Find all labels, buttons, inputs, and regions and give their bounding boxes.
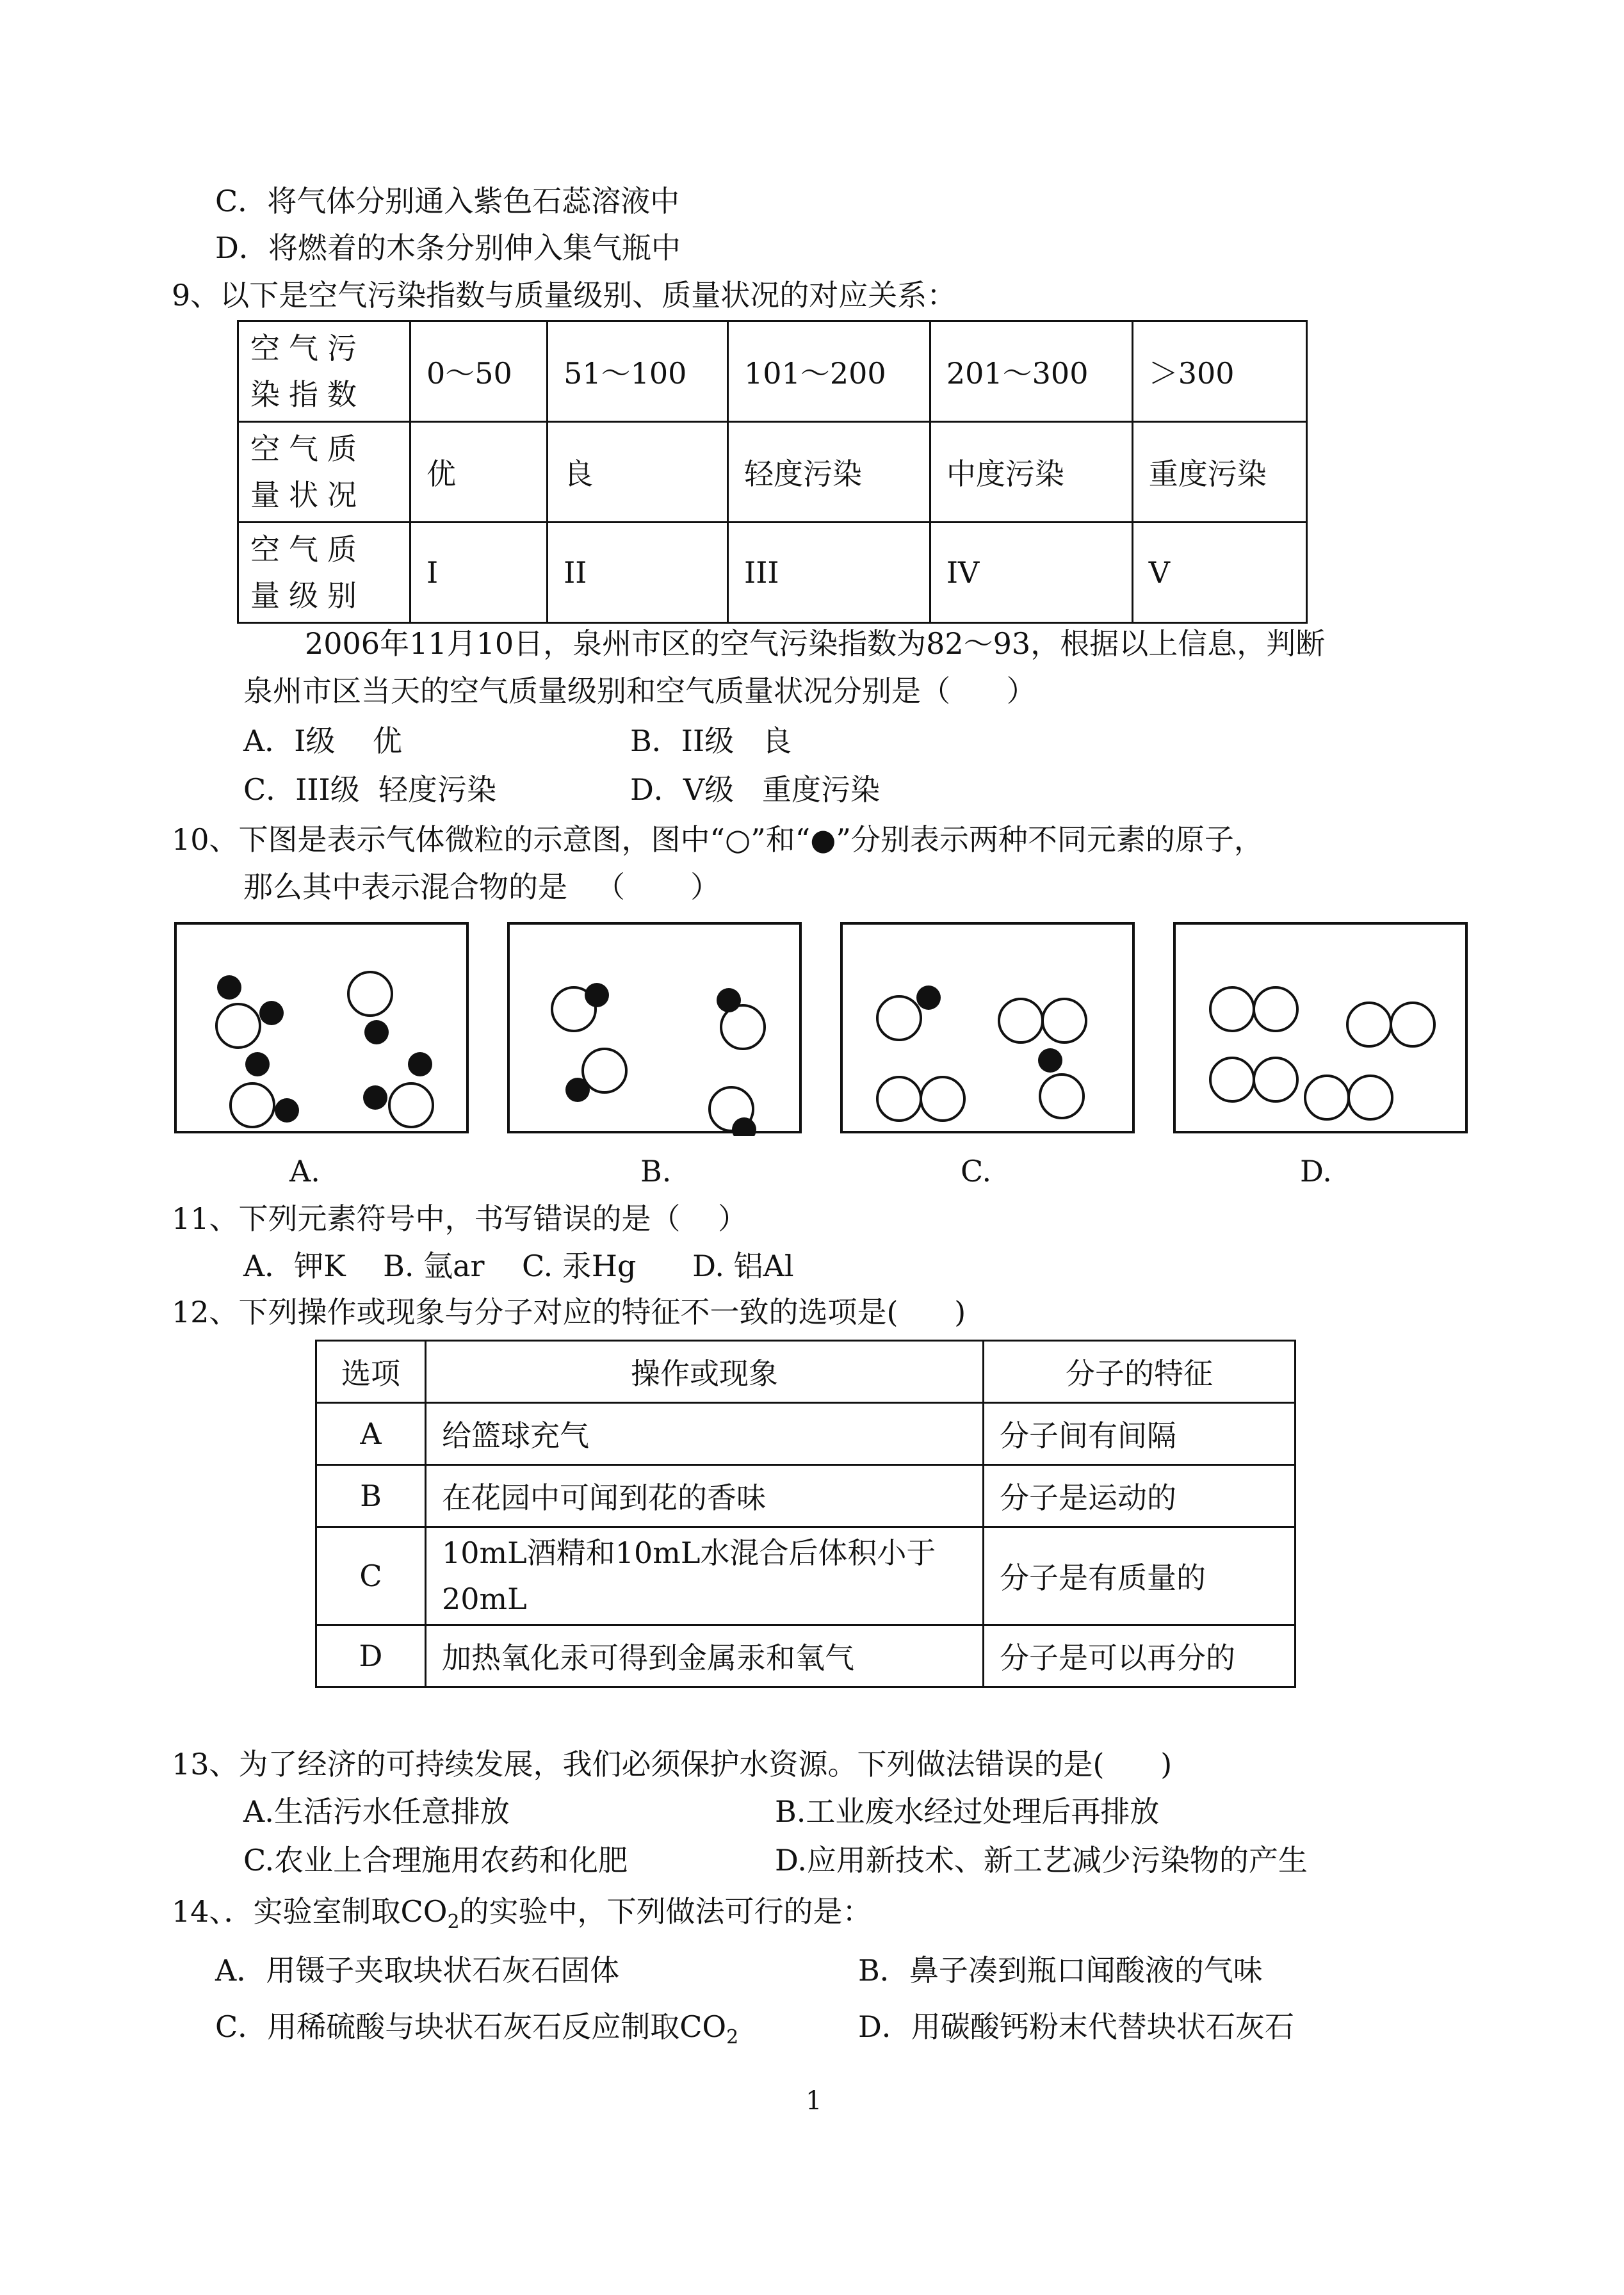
table-cell: IV [930, 523, 1132, 623]
diagram-label-d: D. [1300, 1154, 1332, 1188]
table-cell: C [316, 1527, 426, 1625]
q14-option-c [215, 2008, 738, 2056]
q8-option-c: C．将气体分别通入紫色石蕊溶液中 [215, 184, 680, 218]
q14-option-d: D．用碳酸钙粉末代替块状石灰石 [858, 2009, 1294, 2044]
table-header-feature: 分子的特征 [984, 1341, 1295, 1403]
diagram-label-b: B. [640, 1154, 672, 1188]
table-cell: 轻度污染 [728, 422, 930, 523]
table-cell: 0～50 [410, 321, 548, 422]
table-cell: I [410, 523, 548, 623]
table-cell: 分子是运动的 [984, 1465, 1295, 1527]
q9-stem: 9、以下是空气污染指数与质量级别、质量状况的对应关系： [172, 278, 957, 312]
q8-option-d: D．将燃着的木条分别伸入集气瓶中 [215, 231, 681, 265]
table-cell: 201～300 [930, 321, 1132, 422]
particle-diagram-b [507, 922, 802, 1133]
table-row-header: 空气质量状况 [238, 422, 410, 523]
table-cell: B [316, 1465, 426, 1527]
table-row [238, 523, 1307, 623]
table-cell: 良 [548, 422, 728, 523]
table-header-operation: 操作或现象 [426, 1341, 984, 1403]
q14-stem-text: 14、．实验室制取CO [172, 1894, 448, 1929]
q9-option-b: B．II级 良 [630, 724, 792, 758]
table-row [238, 321, 1307, 422]
table-header-row [316, 1341, 1295, 1403]
table-row-header: 空气污染指数 [238, 321, 410, 422]
particle-diagram-c-figure [843, 925, 1137, 1136]
q14-option-b: B．鼻子凑到瓶口闻酸液的气味 [858, 1953, 1263, 1988]
q9-text-line1: 2006年11月10日，泉州市区的空气污染指数为82～93，根据以上信息，判断 [305, 626, 1326, 661]
q9-option-d: D．V级 重度污染 [630, 772, 880, 807]
diagram-label-a: A. [289, 1154, 320, 1188]
table-cell: 分子间有间隔 [984, 1403, 1295, 1465]
table-row-header: 空气质量级别 [238, 523, 410, 623]
table-cell: 重度污染 [1132, 422, 1306, 523]
q13-option-d: D.应用新技术、新工艺减少污染物的产生 [775, 1843, 1308, 1877]
table-cell: 加热氧化汞可得到金属汞和氧气 [426, 1625, 984, 1687]
table-row [316, 1527, 1295, 1625]
page-number: 1 [806, 2086, 822, 2116]
particle-diagram-a-figure [177, 925, 471, 1136]
q14-option-a: A．用镊子夹取块状石灰石固体 [215, 1953, 620, 1988]
table-cell: 中度污染 [930, 422, 1132, 523]
q11-options: A．钾K B. 氩ar C. 汞Hg D. 铝Al [243, 1249, 794, 1283]
table-cell: III [728, 523, 930, 623]
q12-table [315, 1340, 1296, 1688]
q13-stem: 13、为了经济的可持续发展，我们必须保护水资源。下列做法错误的是( ) [172, 1747, 1173, 1781]
table-cell: 51～100 [548, 321, 728, 422]
table-cell: A [316, 1403, 426, 1465]
q14-option-c-text: C．用稀硫酸与块状石灰石反应制取CO [215, 2009, 727, 2044]
particle-diagram-b-figure [510, 925, 804, 1136]
q12-stem: 12、下列操作或现象与分子对应的特征不一致的选项是( ) [172, 1295, 966, 1329]
q13-option-b: B.工业废水经过处理后再排放 [775, 1794, 1160, 1829]
table-cell: D [316, 1625, 426, 1687]
table-row [316, 1403, 1295, 1465]
q14-stem [172, 1893, 872, 1941]
table-cell: 分子是有质量的 [984, 1527, 1295, 1625]
q9-table [237, 320, 1308, 624]
q14-stem-text-tail: 的实验中，下列做法可行的是： [459, 1894, 872, 1929]
diagram-label-c: C. [961, 1154, 992, 1188]
q14-stem-subscript: 2 [447, 1911, 460, 1934]
table-cell: 在花园中可闻到花的香味 [426, 1465, 984, 1527]
q10-stem-line2: 那么其中表示混合物的是 （ ） [243, 870, 720, 904]
q13-option-c: C.农业上合理施用农药和化肥 [243, 1843, 628, 1877]
q9-option-c: C．III级 轻度污染 [243, 772, 496, 807]
particle-diagram-d [1173, 922, 1468, 1133]
table-row [238, 422, 1307, 523]
q11-stem: 11、下列元素符号中，书写错误的是（ ） [172, 1201, 748, 1236]
q13-option-a: A.生活污水任意排放 [243, 1794, 510, 1829]
table-row [316, 1625, 1295, 1687]
table-cell: 分子是可以再分的 [984, 1625, 1295, 1687]
table-cell: ＞300 [1132, 321, 1306, 422]
q9-option-a: A．I级 优 [243, 724, 402, 758]
particle-diagram-c [840, 922, 1135, 1133]
table-row [316, 1465, 1295, 1527]
table-cell: 优 [410, 422, 548, 523]
table-cell: 101～200 [728, 321, 930, 422]
table-cell: V [1132, 523, 1306, 623]
q10-stem-line1: 10、下图是表示气体微粒的示意图，图中“○”和“●”分别表示两种不同元素的原子， [172, 822, 1263, 857]
q14-option-c-subscript: 2 [726, 2026, 739, 2049]
q9-text-line2: 泉州市区当天的空气质量级别和空气质量状况分别是（ ） [243, 674, 1036, 708]
particle-diagram-a [174, 922, 469, 1133]
table-header-option: 选项 [316, 1341, 426, 1403]
particle-diagram-d-figure [1176, 925, 1470, 1136]
table-cell: 10mL酒精和10mL水混合后体积小于20mL [426, 1527, 984, 1625]
table-cell: 给篮球充气 [426, 1403, 984, 1465]
table-cell: II [548, 523, 728, 623]
